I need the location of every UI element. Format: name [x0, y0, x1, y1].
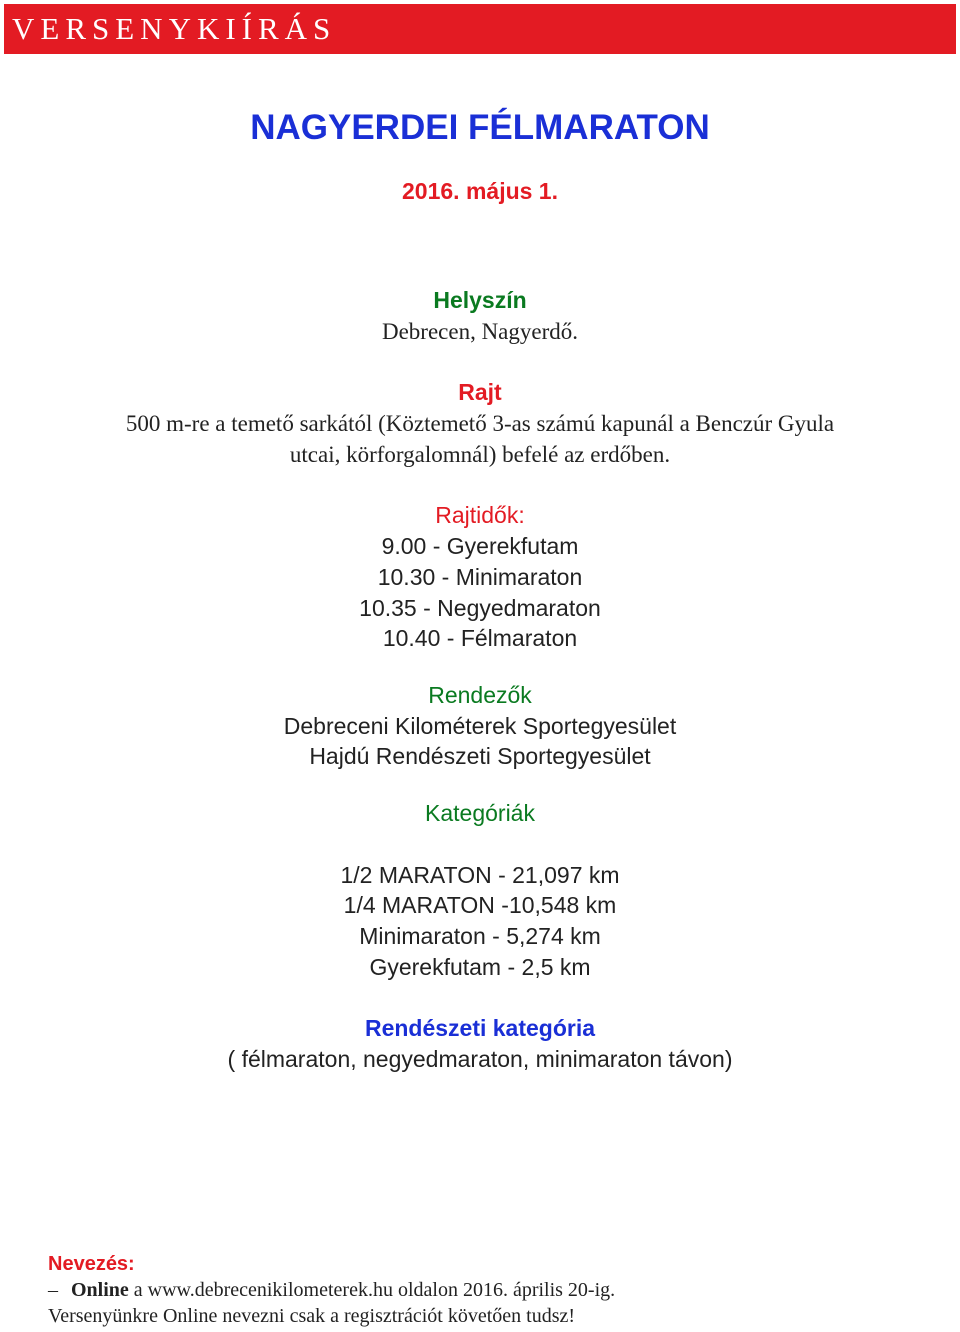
registration-heading: Nevezés: — [48, 1253, 135, 1275]
registration-note: Versenyünkre Online nevezni csak a regisztrációt követően tudsz! — [48, 1305, 576, 1327]
list-dash: – — [48, 1279, 58, 1301]
category-item: Minimaraton - 5,274 km — [359, 923, 601, 949]
registration-online-line — [48, 1277, 615, 1303]
start-heading: Rajt — [458, 379, 502, 405]
start-time-item: 10.30 - Minimaraton — [377, 564, 583, 590]
start-line-2: utcai, körforgalomnál) befelé az erdőben. — [289, 442, 671, 467]
category-item: 1/2 MARATON - 21,097 km — [340, 862, 620, 888]
police-category-text: ( félmaraton, negyedmaraton, minimaraton távon) — [227, 1046, 733, 1072]
organizer-item: Debreceni Kilométerek Sportegyesület — [283, 713, 677, 739]
start-time-item: 10.40 - Félmaraton — [382, 625, 578, 651]
document-banner: VERSENYKIÍRÁS — [4, 4, 956, 54]
start-line-1: 500 m-re a temető sarkától (Köztemető 3-as számú kapunál a Benczúr Gyula — [125, 411, 835, 436]
event-date: 2016. május 1. — [402, 178, 558, 204]
categories-heading: Kategóriák — [425, 800, 535, 826]
location-heading: Helyszín — [433, 287, 527, 313]
police-category-heading: Rendészeti kategória — [364, 1015, 596, 1041]
start-time-item: 10.35 - Negyedmaraton — [359, 595, 601, 621]
location-text: Debrecen, Nagyerdő. — [381, 319, 579, 344]
category-item: Gyerekfutam - 2,5 km — [369, 954, 591, 980]
event-title: NAGYERDEI FÉLMARATON — [250, 108, 710, 147]
online-text: a www.debrecenikilometerek.hu oldalon 2016. április 20-ig. — [133, 1279, 616, 1301]
start-times-heading: Rajtidők: — [435, 502, 525, 528]
start-time-item: 9.00 - Gyerekfutam — [381, 533, 579, 559]
category-item: 1/4 MARATON -10,548 km — [343, 892, 617, 918]
organizer-item: Hajdú Rendészeti Sportegyesület — [309, 743, 651, 769]
organizers-heading: Rendezők — [428, 682, 532, 708]
online-label: Online — [71, 1279, 129, 1301]
